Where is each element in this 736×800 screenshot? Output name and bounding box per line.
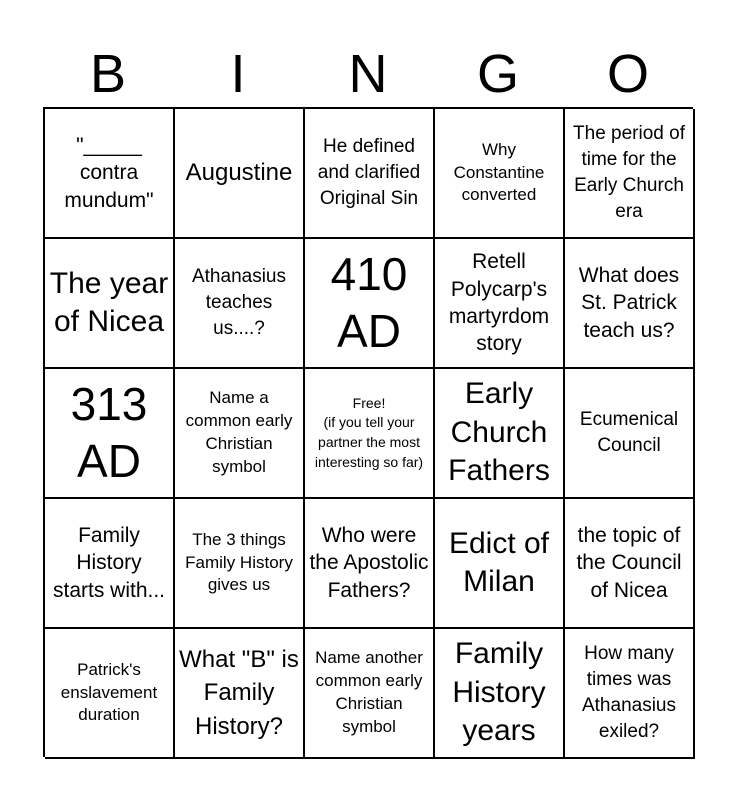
header-letter-b: B <box>89 44 127 104</box>
header-letter-g: G <box>476 44 519 104</box>
bingo-cell[interactable]: The year of Nicea <box>45 239 175 369</box>
bingo-cell[interactable]: 410 AD <box>305 239 435 369</box>
header-letter-i: I <box>230 44 246 104</box>
bingo-cell[interactable]: Name another common early Christian symbol <box>305 629 435 759</box>
bingo-cell[interactable]: Name a common early Christian symbol <box>175 369 305 499</box>
bingo-cell[interactable]: Patrick's enslavement duration <box>45 629 175 759</box>
bingo-cell[interactable]: Athanasius teaches us....? <box>175 239 305 369</box>
bingo-cell[interactable]: the topic of the Council of Nicea <box>565 499 695 629</box>
bingo-cell[interactable]: Family History starts with... <box>45 499 175 629</box>
bingo-cell[interactable]: Why Constantine converted <box>435 109 565 239</box>
bingo-cell[interactable]: "_____ contra mundum" <box>45 109 175 239</box>
bingo-cell[interactable]: Edict of Milan <box>435 499 565 629</box>
bingo-header <box>43 40 693 108</box>
free-cell[interactable]: Free! (if you tell your partner the most interesting so far) <box>305 369 435 499</box>
bingo-cell[interactable]: Early Church Fathers <box>435 369 565 499</box>
bingo-cell[interactable]: He defined and clarified Original Sin <box>305 109 435 239</box>
bingo-cell[interactable]: Augustine <box>175 109 305 239</box>
bingo-cell[interactable]: 313 AD <box>45 369 175 499</box>
bingo-cell[interactable]: What "B" is Family History? <box>175 629 305 759</box>
bingo-cell[interactable]: Family History years <box>435 629 565 759</box>
bingo-board <box>43 107 693 757</box>
bingo-cell[interactable]: The 3 things Family History gives us <box>175 499 305 629</box>
bingo-cell[interactable]: Retell Polycarp's martyrdom story <box>435 239 565 369</box>
header-letter-o: O <box>606 44 649 104</box>
bingo-cell[interactable]: What does St. Patrick teach us? <box>565 239 695 369</box>
bingo-cell[interactable]: Who were the Apostolic Fathers? <box>305 499 435 629</box>
bingo-cell[interactable]: How many times was Athanasius exiled? <box>565 629 695 759</box>
header-letter-n: N <box>348 44 388 104</box>
bingo-cell[interactable]: The period of time for the Early Church era <box>565 109 695 239</box>
bingo-cell[interactable]: Ecumenical Council <box>565 369 695 499</box>
